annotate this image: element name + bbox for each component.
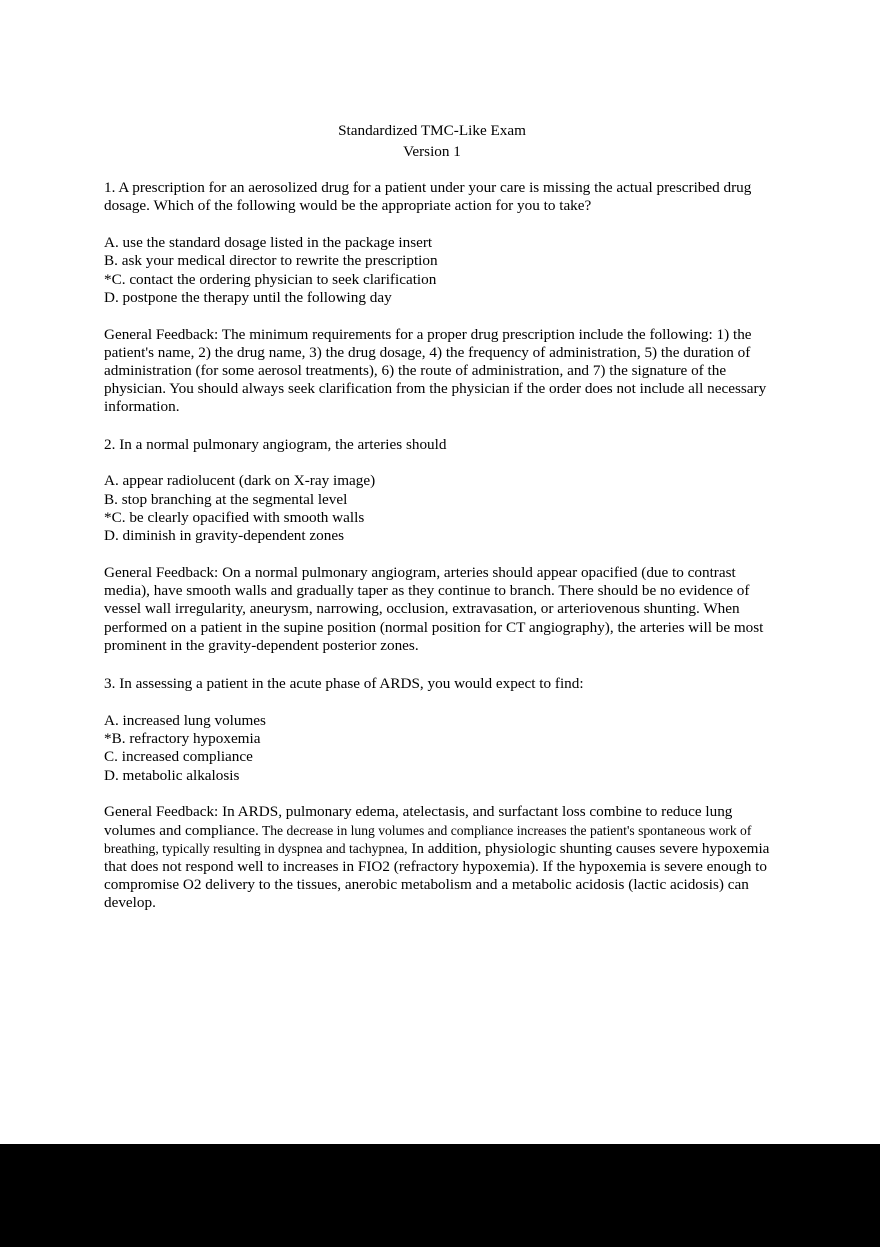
option-a: A. increased lung volumes bbox=[104, 711, 266, 729]
question-2 bbox=[104, 436, 780, 655]
document-version: Version 1 bbox=[403, 142, 461, 160]
general-feedback: General Feedback: The minimum requirements for a proper drug prescription include the following: 1) the patient's name, 2) the drug name, 3) the drug dosage, 4) the frequency of administration, 5) the duration of administration (for some aerosol treatments), 6) the route of administration, and 7) the signature of the physician. You should always seek clarification from the physician if the order does not include all necessary information. bbox=[104, 325, 767, 416]
answer-options bbox=[104, 712, 780, 785]
option-c-correct: *C. be clearly opacified with smooth walls bbox=[104, 508, 365, 526]
answer-options bbox=[104, 472, 780, 545]
document-header bbox=[104, 121, 760, 162]
option-c-correct: *C. contact the ordering physician to seek clarification bbox=[104, 270, 437, 288]
option-c: C. increased compliance bbox=[104, 748, 253, 766]
general-feedback bbox=[104, 803, 780, 912]
question-stem: 2. In a normal pulmonary angiogram, the arteries should bbox=[104, 435, 447, 453]
option-d: D. metabolic alkalosis bbox=[104, 766, 240, 784]
question-stem: 1. A prescription for an aerosolized drug for a patient under your care is missing the actual prescribed drug dosage. Which of the following would be the appropriate action for you to take? bbox=[104, 179, 752, 215]
document-title: Standardized TMC-Like Exam bbox=[338, 122, 526, 139]
option-a: A. appear radiolucent (dark on X-ray image) bbox=[104, 472, 376, 490]
question-stem: 3. In assessing a patient in the acute phase of ARDS, you would expect to find: bbox=[104, 675, 584, 693]
document-content bbox=[104, 121, 780, 928]
option-a: A. use the standard dosage listed in the package insert bbox=[104, 233, 433, 251]
answer-options bbox=[104, 234, 780, 307]
question-3 bbox=[104, 675, 780, 913]
feedback-part-1: General Feedback: In ARDS, pulmonary edema, atelectasis, and surfactant loss combine to reduce lung volumes and compliance. bbox=[104, 803, 733, 839]
option-b-correct: *B. refractory hypoxemia bbox=[104, 730, 261, 748]
feedback-part-3: In addition, physiologic shunting causes severe hypoxemia that does not respond well to increases in FIO2 (refractory hypoxemia). If the hypoxemia is severe enough to compromise O2 delivery to the tissues, anerobic metabolism and a metabolic acidosis (lactic acidosis) can develop. bbox=[104, 839, 770, 912]
question-1 bbox=[104, 179, 780, 417]
viewer-background-band bbox=[0, 1144, 880, 1247]
option-b: B. stop branching at the segmental level bbox=[104, 490, 348, 508]
feedback-part-2: The decrease in lung volumes and compliance increases the patient's spontaneous work of breathing, typically resulting in dyspnea and tachypnea, bbox=[104, 822, 752, 856]
option-d: D. postpone the therapy until the following day bbox=[104, 288, 392, 306]
option-b: B. ask your medical director to rewrite the prescription bbox=[104, 252, 438, 270]
option-d: D. diminish in gravity-dependent zones bbox=[104, 527, 344, 545]
general-feedback: General Feedback: On a normal pulmonary angiogram, arteries should appear opacified (due to contrast media), have smooth walls and gradually taper as they continue to branch. There should be no evidence of vessel wall irregularity, aneurysm, narrowing, occlusion, extravasation, or arteriovenous shunting. When performed on a patient in the supine position (normal position for CT angiography), the arteries will be most prominent in the gravity-dependent posterior zones. bbox=[104, 564, 764, 654]
